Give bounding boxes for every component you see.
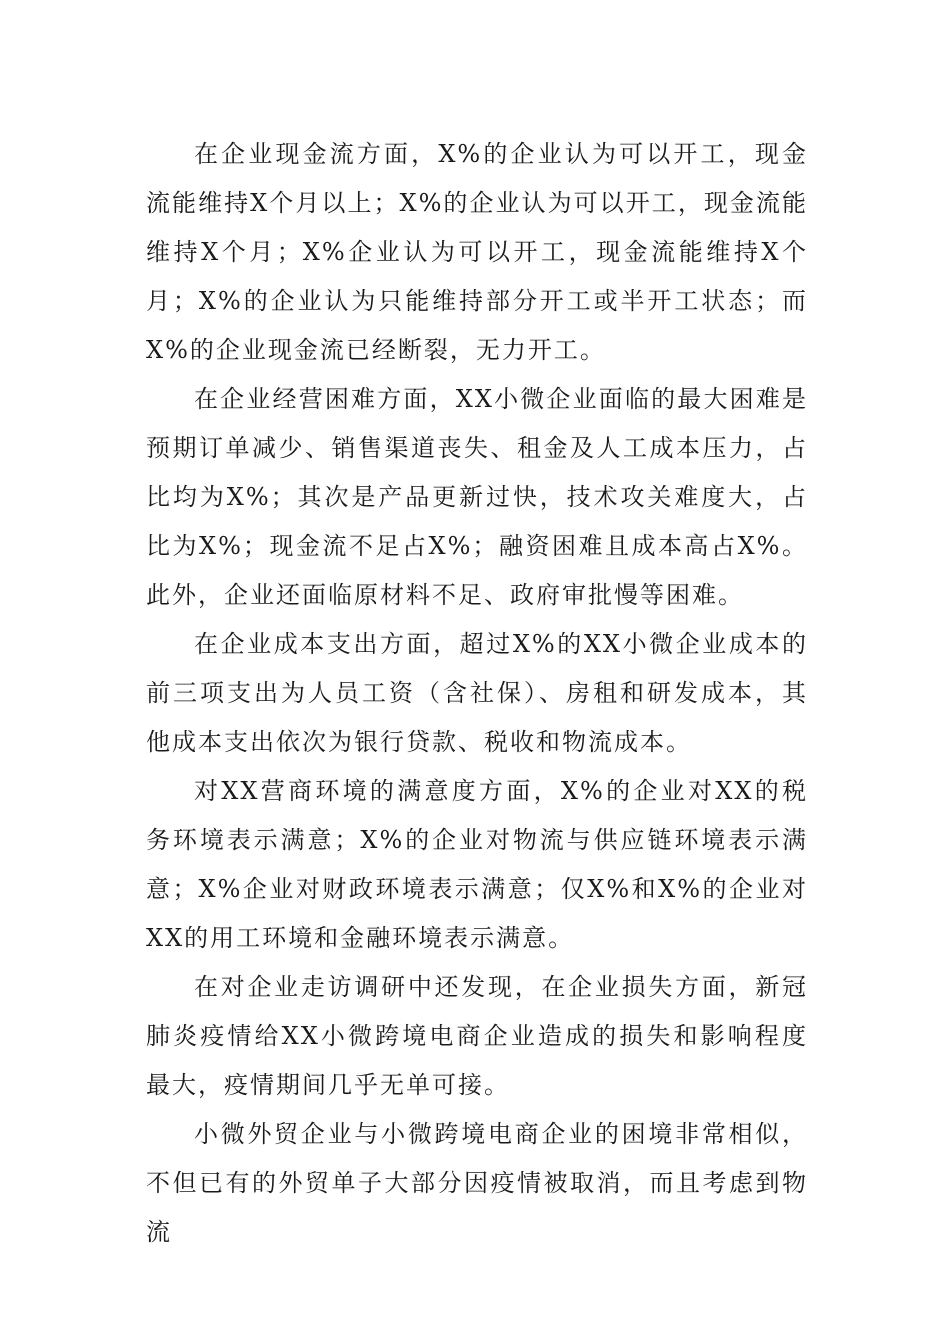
document-body	[146, 130, 808, 1257]
paragraph-enterprise-losses: 在对企业走访调研中还发现，在企业损失方面，新冠肺炎疫情给XX小微跨境电商企业造成的损失和影响程度最大，疫情期间几乎无单可接。	[146, 973, 808, 1099]
paragraph-business-environment: 对XX营商环境的满意度方面，X%的企业对XX的税务环境表示满意；X%的企业对物流与供应链环境表示满意；X%企业对财政环境表示满意；仅X%和X%的企业对XX的用工环境和金融环境表示满意。	[146, 777, 808, 952]
paragraph-foreign-trade: 小微外贸企业与小微跨境电商企业的困境非常相似，不但已有的外贸单子大部分因疫情被取消，而且考虑到物流	[146, 1120, 808, 1246]
paragraph-operating-difficulties: 在企业经营困难方面，XX小微企业面临的最大困难是预期订单减少、销售渠道丧失、租金及人工成本压力，占比均为X%；其次是产品更新过快，技术攻关难度大，占比为X%；现金流不足占X%；融资困难且成本高占X%。此外，企业还面临原材料不足、政府审批慢等困难。	[146, 385, 808, 609]
paragraph-cash-flow: 在企业现金流方面，X%的企业认为可以开工，现金流能维持X个月以上；X%的企业认为可以开工，现金流能维持X个月；X%企业认为可以开工，现金流能维持X个月；X%的企业认为只能维持部分开工或半开工状态；而X%的企业现金流已经断裂，无力开工。	[146, 140, 808, 364]
paragraph-cost-expenditure: 在企业成本支出方面，超过X%的XX小微企业成本的前三项支出为人员工资（含社保）、房租和研发成本，其他成本支出依次为银行贷款、税收和物流成本。	[146, 630, 808, 756]
